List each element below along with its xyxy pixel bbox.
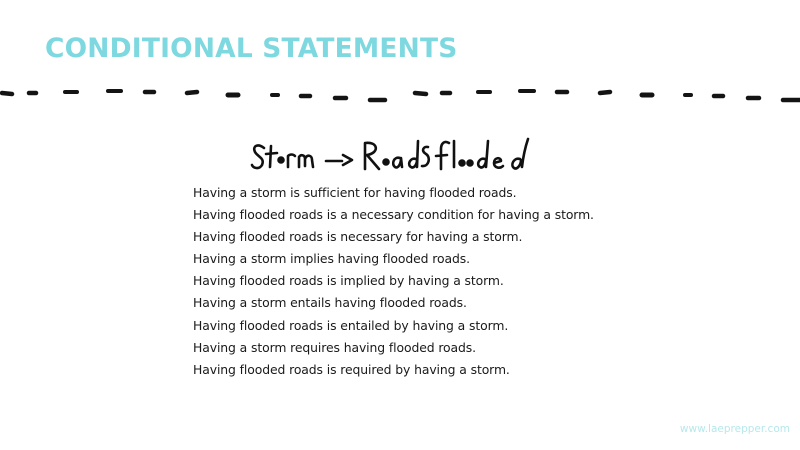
- handwritten-formula: [248, 136, 560, 180]
- statement-item: Having flooded roads is entailed by having a storm.: [193, 317, 509, 333]
- page-title: CONDITIONAL STATEMENTS: [45, 33, 458, 64]
- statement-item: Having a storm is sufficient for having flooded roads.: [193, 185, 517, 200]
- statement-item: Having flooded roads is a necessary condition for having a storm.: [193, 207, 594, 223]
- statement-item: Having a storm entails having flooded roads.: [193, 295, 467, 311]
- statement-item: Having flooded roads is required by having a storm.: [193, 361, 510, 377]
- statement-list: [193, 182, 594, 381]
- statement-item: Having flooded roads is necessary for having a storm.: [193, 229, 523, 245]
- dashed-divider: [0, 80, 800, 110]
- statement-item: Having a storm requires having flooded roads.: [193, 339, 476, 355]
- footer-url: www.laeprepper.com: [679, 423, 790, 435]
- statement-item: Having flooded roads is implied by having a storm.: [193, 273, 504, 289]
- statement-item: Having a storm implies having flooded roads.: [193, 251, 470, 267]
